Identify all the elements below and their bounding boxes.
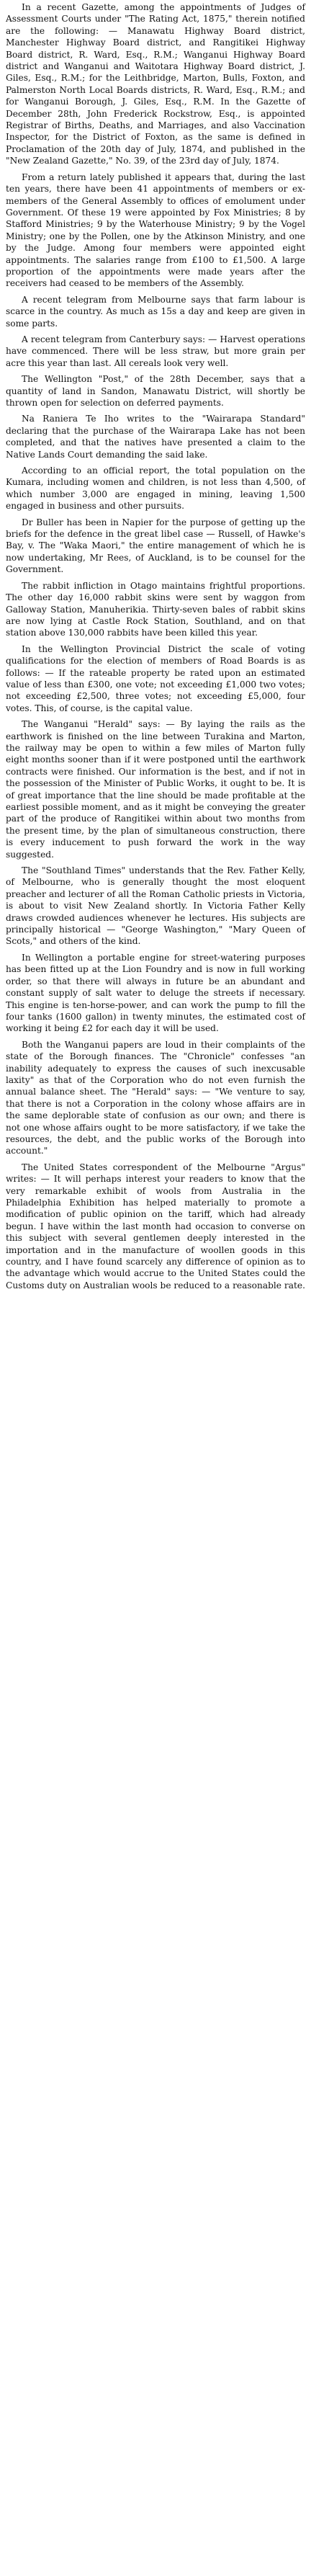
paragraph-wanganui-borough-finances: Both the Wanganui papers are loud in their complaints of the state of the Borough finances. The "Chronicle" confesses "an inability adequately to express the causes of such inexcusable laxity" as that of the Corporation who do not even furnish the annual balance sheet. The "Herald" says: — "We venture to say, that there is not a Corporation in the colony whose affairs are in the same deplorable state of confusion as our own; and there is not one whose affairs ought to be more satisfactory, if we take the resources, the debt, and the public works of the Borough into account.": [6, 1039, 305, 1156]
paragraph-marton-railway: The Wanganui "Herald" says: — By laying the rails as the earthwork is finished on the line between Turakina and Marton, the railway may be open to within a few miles of Marton fully eight months sooner than if it were postponed until the earthwork contracts were finished. Our information is the best, and if not in the possession of the Minister of Public Works, it ought to be. It is of great importance that the line should be made profitable at the earliest possible moment, and as it might be conveying the greater part of the produce of Rangitikei within about two months from the present time, by the plan of simultaneous construction, there is every inducement to push forward the work in the way suggested.: [6, 719, 305, 860]
paragraph-otago-rabbits: The rabbit infliction in Otago maintains frightful proportions. The other day 16,000 rabbit skins were sent by waggon from Galloway Station, Manuherikia. Thirty-seven bales of rabbit skins are now lying at Castle Rock Station, Southland, and on that station above 130,000 rabbits have been killed this year.: [6, 580, 305, 638]
paragraph-australian-wools: The United States correspondent of the Melbourne "Argus" writes: — It will perhaps interest your readers to know that the very remarkable exhibit of wools from Australia in the Philadelphia Exhibition has helped materially to promote a modification of public opinion on the tariff, which had already begun. I have within the last month had occasion to converse on this subject with several gentlemen deeply interested in the importation and in the manufacture of woollen goods in this country, and I have found scarcely any difference of opinion as to the advantage which would accrue to the United States could the Customs duty on Australian wools be reduced to a reasonable rate.: [6, 1162, 305, 1291]
paragraph-street-watering-engine: In Wellington a portable engine for street-watering purposes has been fitted up at the Lion Foundry and is now in full working order, so that there will always in future be an abundant and constant supply of salt water to deluge the streets if necessary. This engine is ten-horse-power, and can work the pump to fill the four tanks (1600 gallon) in twenty minutes, the estimated cost of working it being £2 for each day it will be used.: [6, 952, 305, 1034]
paragraph-road-board-voting: In the Wellington Provincial District the scale of voting qualifications for the election of members of Road Boards is as follows: — If the rateable property be rated upon an estimated value of less than £300, one vote; not exceeding £1,000 two votes; not exceeding £2,500, three votes; not exceeding £5,000, four votes. This, of course, is the capital value.: [6, 643, 305, 713]
article-column: [6, 0, 305, 1291]
paragraph-libel-case: Dr Buller has been in Napier for the purpose of getting up the briefs for the defence in the great libel case — Russell, of Hawke's Bay, v. The "Waka Maori," the entire management of which he is now undertaking, Mr Rees, of Auckland, is to be counsel for the Government.: [6, 517, 305, 575]
paragraph-kumara-population: According to an official report, the total population on the Kumara, including women and children, is not less than 4,500, of which number 3,000 are engaged in mining, leaving 1,500 engaged in business and other pursuits.: [6, 465, 305, 512]
paragraph-judges-assessment-courts: In a recent Gazette, among the appointments of Judges of Assessment Courts under "The Rating Act, 1875," therein notified are the following: — Manawatu Highway Board district, Manchester Highway Board district, and Rangitikei Highway Board district, R. Ward, Esq., R.M.; Wanganui Highway Board district and Wanganui and Waitotara Highway Board district, J. Giles, Esq., R.M.; for the Leithbridge, Marton, Bulls, Foxton, and Palmerston North Local Boards districts, R. Ward, Esq., R.M.; and for Wanganui Borough, J. Giles, Esq., R.M. In the Gazette of December 28th, John Frederick Rockstrow, Esq., is appointed Registrar of Births, Deaths, and Marriages, and also Vaccination Inspector, for the District of Foxton, as the same is defined in Proclamation of the 20th day of July, 1874, and published in the "New Zealand Gazette," No. 39, of the 23rd day of July, 1874.: [6, 2, 305, 166]
paragraph-canterbury-harvest: A recent telegram from Canterbury says: — Harvest operations have commenced. There will be less straw, but more grain per acre this year than last. All cereals look very well.: [6, 334, 305, 368]
paragraph-father-kelly: The "Southland Times" understands that the Rev. Father Kelly, of Melbourne, who is generally thought the most eloquent preacher and lecturer of all the Roman Catholic priests in Victoria, is about to visit New Zealand shortly. In Victoria Father Kelly draws crowded audiences whenever he lectures. His subjects are principally historical — "George Washington," "Mary Queen of Scots," and others of the kind.: [6, 865, 305, 947]
paragraph-wairarapa-lake: Na Raniera Te Iho writes to the "Wairarapa Standard" declaring that the purchase of the Wairarapa Lake has not been completed, and that the natives have presented a claim to the Native Lands Court demanding the said lake.: [6, 414, 305, 460]
paragraph-assembly-appointments: From a return lately published it appears that, during the last ten years, there have been 41 appointments of members or ex-members of the General Assembly to offices of emolument under Government. Of these 19 were appointed by Fox Ministries; 8 by Stafford Ministries; 9 by the Waterhouse Ministry; 9 by the Vogel Ministry; one by the Pollen, one by the Atkinson Ministry, and one by the Judge. Among four members were appointed eight appointments. The salaries range from £100 to £1,500. A large proportion of the appointments were made years after the receivers had ceased to be members of the Assembly.: [6, 171, 305, 289]
paragraph-sandon-land: The Wellington "Post," of the 28th December, says that a quantity of land in Sandon, Manawatu District, will shortly be thrown open for selection on deferred payments.: [6, 374, 305, 408]
paragraph-melbourne-farm-labour: A recent telegram from Melbourne says that farm labour is scarce in the country. As much as 15s a day and keep are given in some parts.: [6, 294, 305, 329]
